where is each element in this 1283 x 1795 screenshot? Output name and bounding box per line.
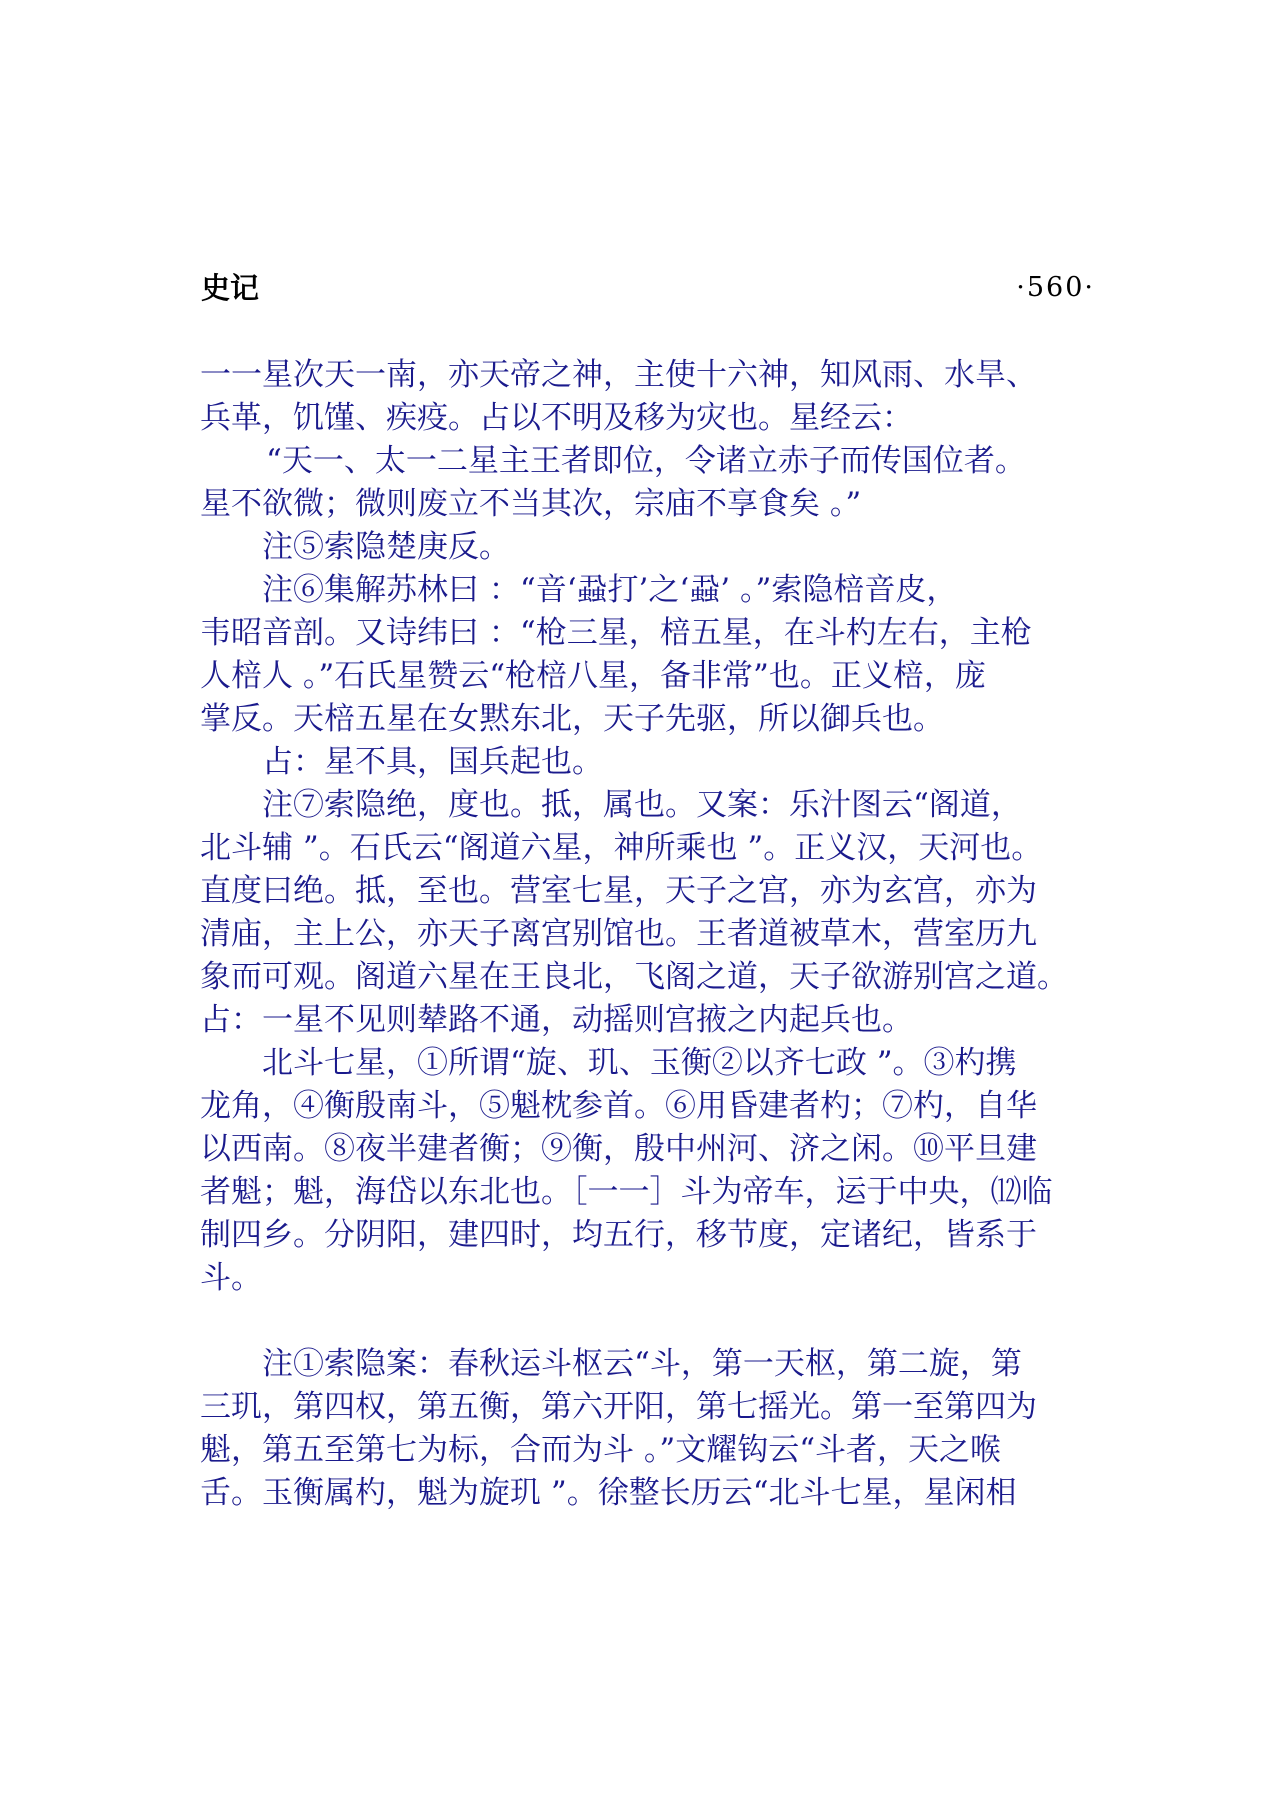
text-line: 兵革，饥馑、疾疫。占以不明及移为灾也。星经云： <box>200 400 913 436</box>
text-line: 占：星不具，国兵起也。 <box>262 744 603 780</box>
text-line: “天一、太一二星主王者即位，令诸立赤子而传国位者。 <box>266 443 1026 479</box>
text-line: 龙角，④衡殷南斗，⑤魁枕参首。⑥用昏建者杓；⑦杓，自华 <box>200 1088 1037 1124</box>
text-line: 星不欲微；微则废立不当其次，宗庙不享食矣 。” <box>200 486 862 522</box>
page-body <box>200 354 1105 1515</box>
text-line: 注⑦索隐绝，度也。抵，属也。又案：乐汁图云“阁道， <box>262 787 1022 823</box>
text-line: 以西南。⑧夜半建者衡；⑨衡，殷中州河、济之闲。⑩平旦建 <box>200 1131 1037 1167</box>
book-title: 史记 <box>201 271 260 305</box>
text-line: 占：一星不见则辇路不通，动摇则宫掖之内起兵也。 <box>200 1002 913 1038</box>
text-line: 人棓人 。”石氏星赞云“枪棓八星，备非常”也。正义棓，庞 <box>200 658 986 694</box>
text-line: 韦昭音剖。又诗纬曰 ：“枪三星，棓五星，在斗杓左右，主枪 <box>200 615 1032 651</box>
text-line: 注⑥集解苏林曰 ：“音‘蝨打’之‘蝨’ 。”索隐棓音皮， <box>262 572 958 608</box>
text-line: 掌反。天棓五星在女黙东北，天子先驱，所以御兵也。 <box>200 701 944 737</box>
paragraph-gap <box>200 1300 1105 1343</box>
text-line: 清庙，主上公，亦天子离宫别馆也。王者道被草木，营室历九 <box>200 916 1037 952</box>
text-line: 北斗辅 ”。石氏云“阁道六星，神所乘也 ”。正义汉，天河也。 <box>200 830 1043 866</box>
text-line: 直度曰绝。抵，至也。营室七星，天子之宫，亦为玄宫，亦为 <box>200 873 1037 909</box>
text-line: 注⑤索隐楚庚反。 <box>262 529 510 565</box>
text-line: 制四乡。分阴阳，建四时，均五行，移节度，定诸纪，皆系于 <box>200 1217 1037 1253</box>
text-line: 魁，第五至第七为标，合而为斗 。”文耀钩云“斗者，天之喉 <box>200 1432 1002 1468</box>
text-line: 北斗七星，①所谓“旋、玑、玉衡②以齐七政 ”。③杓携 <box>262 1045 1017 1081</box>
text-line: 三玑，第四权，第五衡，第六开阳，第七摇光。第一至第四为 <box>200 1389 1037 1425</box>
text-line: 注①索隐案：春秋运斗枢云“斗，第一天枢，第二旋，第 <box>262 1346 1022 1382</box>
text-line: 斗。 <box>200 1260 262 1296</box>
page-header <box>201 268 1095 308</box>
text-line: 象而可观。阁道六星在王良北，飞阁之道，天子欲游别宫之道。 <box>200 959 1068 995</box>
page-number: ·560· <box>1016 272 1095 303</box>
text-line: 舌。玉衡属杓，魁为旋玑 ”。徐整长历云“北斗七星，星闲相 <box>200 1475 1017 1511</box>
text-line: 一一星次天一南，亦天帝之神，主使十六神，知风雨、水旱、 <box>200 357 1037 393</box>
text-line: 者魁；魁，海岱以东北也。［一一］斗为帝车，运于中央，⑿临 <box>200 1174 1053 1210</box>
